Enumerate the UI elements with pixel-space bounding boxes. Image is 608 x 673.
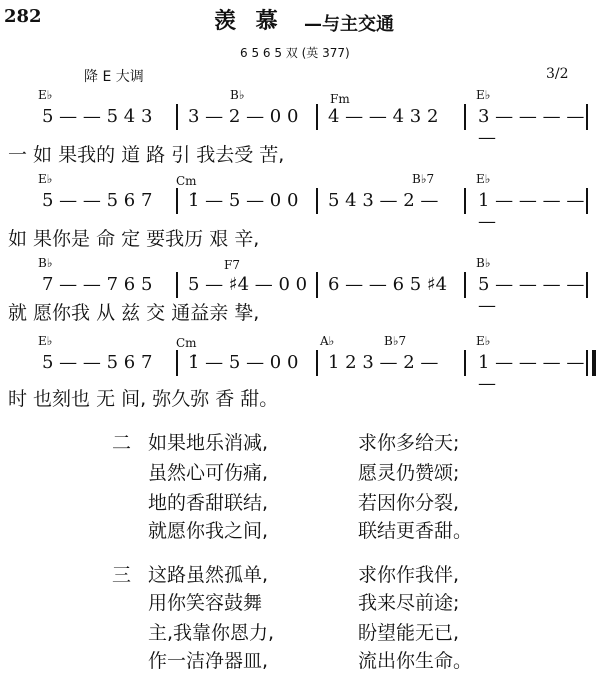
barline xyxy=(316,350,318,376)
hymn-number: 282 xyxy=(4,6,42,27)
measure: 5 — — — — — xyxy=(478,274,585,316)
chord: Cm xyxy=(176,174,197,188)
chord: A♭ xyxy=(320,334,335,348)
chord: B♭ xyxy=(476,256,491,270)
chord: E♭ xyxy=(476,334,491,348)
verse-line-left: 主,我靠你恩力, xyxy=(148,622,275,644)
verse-line-left: 如果地乐消减, xyxy=(148,432,269,454)
chord: E♭ xyxy=(38,172,53,186)
barline xyxy=(586,188,588,214)
lyric-line: 如 果你是 命 定 要我历 艰 辛, xyxy=(8,228,260,250)
barline xyxy=(464,104,466,130)
final-barline-thin xyxy=(586,350,588,376)
measure: 5 — — 5 6 7 xyxy=(42,352,153,373)
chord: Fm xyxy=(330,92,350,106)
verse-line-left: 用你笑容鼓舞 xyxy=(148,592,263,614)
measure: 4 — — 4 3 2 xyxy=(328,106,439,127)
barline xyxy=(316,104,318,130)
hymn-title: 羡 慕 xyxy=(214,9,284,34)
verse-line-right: 求你多给天; xyxy=(358,432,460,454)
verse-line-right: 愿灵仍赞颂; xyxy=(358,462,460,484)
verse-number: 二 xyxy=(112,432,132,454)
verse-line-left: 虽然心可伤痛, xyxy=(148,462,269,484)
verse-line-right: 我来尽前途; xyxy=(358,592,460,614)
barline xyxy=(586,272,588,298)
measure: 3 — 2 — 0 0 xyxy=(188,106,299,127)
barline xyxy=(176,104,178,130)
verse-line-right: 盼望能无已, xyxy=(358,622,460,644)
chord: Cm xyxy=(176,336,197,350)
verse-line-right: 求你作我伴, xyxy=(358,564,460,586)
verse-line-left: 地的香甜联结, xyxy=(148,492,269,514)
barline xyxy=(176,272,178,298)
chord: B♭7 xyxy=(384,334,407,348)
measure: 1 — — — — — xyxy=(478,190,585,232)
barline xyxy=(316,272,318,298)
verse-line-left: 这路虽然孤单, xyxy=(148,564,269,586)
verse-line-left: 就愿你我之间, xyxy=(148,520,269,542)
time-signature: 3/2 xyxy=(546,66,569,82)
measure: 6 — — 6 5 ♯4 xyxy=(328,274,448,295)
barline xyxy=(464,272,466,298)
chord: B♭ xyxy=(38,256,53,270)
barline xyxy=(176,350,178,376)
chord: E♭ xyxy=(38,88,53,102)
meter-info: 6 5 6 5 双 (英 377) xyxy=(240,46,350,60)
lyric-line: 就 愿你我 从 兹 交 通益亲 挚, xyxy=(8,302,260,324)
lyric-line: 一 如 果我的 道 路 引 我去受 苦, xyxy=(8,144,285,166)
chord: B♭7 xyxy=(412,172,435,186)
chord: E♭ xyxy=(476,88,491,102)
measure: 1 2 3 — 2 — xyxy=(328,352,439,373)
barline xyxy=(176,188,178,214)
barline xyxy=(586,104,588,130)
verse-line-right: 流出你生命。 xyxy=(358,650,473,672)
measure: 5 — — 5 4 3 xyxy=(42,106,153,127)
barline xyxy=(316,188,318,214)
chord: E♭ xyxy=(476,172,491,186)
measure: 1̇ — 5 — 0 0 xyxy=(188,190,299,211)
verse-line-right: 联结更香甜。 xyxy=(358,520,473,542)
barline xyxy=(464,350,466,376)
measure: 5 4 3 — 2 — xyxy=(328,190,439,211)
key-signature: 降 E 大调 xyxy=(84,69,144,85)
verse-line-left: 作一洁净器皿, xyxy=(148,650,269,672)
chord: F7 xyxy=(224,258,240,272)
measure: 5 — ♯4 — 0 0 xyxy=(188,274,308,295)
measure: 7 — — 7 6 5 xyxy=(42,274,153,295)
lyric-line: 时 也刻也 无 间, 弥久弥 香 甜。 xyxy=(8,388,279,410)
verse-number: 三 xyxy=(112,564,132,586)
chord: E♭ xyxy=(38,334,53,348)
barline xyxy=(464,188,466,214)
hymn-subtitle: —与主交通 xyxy=(304,14,394,35)
measure: 3 — — — — — xyxy=(478,106,585,148)
chord: B♭ xyxy=(230,88,245,102)
measure: 5 — — 5 6 7 xyxy=(42,190,153,211)
measure: 1 — — — — — xyxy=(478,352,585,394)
final-barline-thick xyxy=(592,350,596,376)
verse-line-right: 若因你分裂, xyxy=(358,492,460,514)
measure: 1̇ — 5 — 0 0 xyxy=(188,352,299,373)
